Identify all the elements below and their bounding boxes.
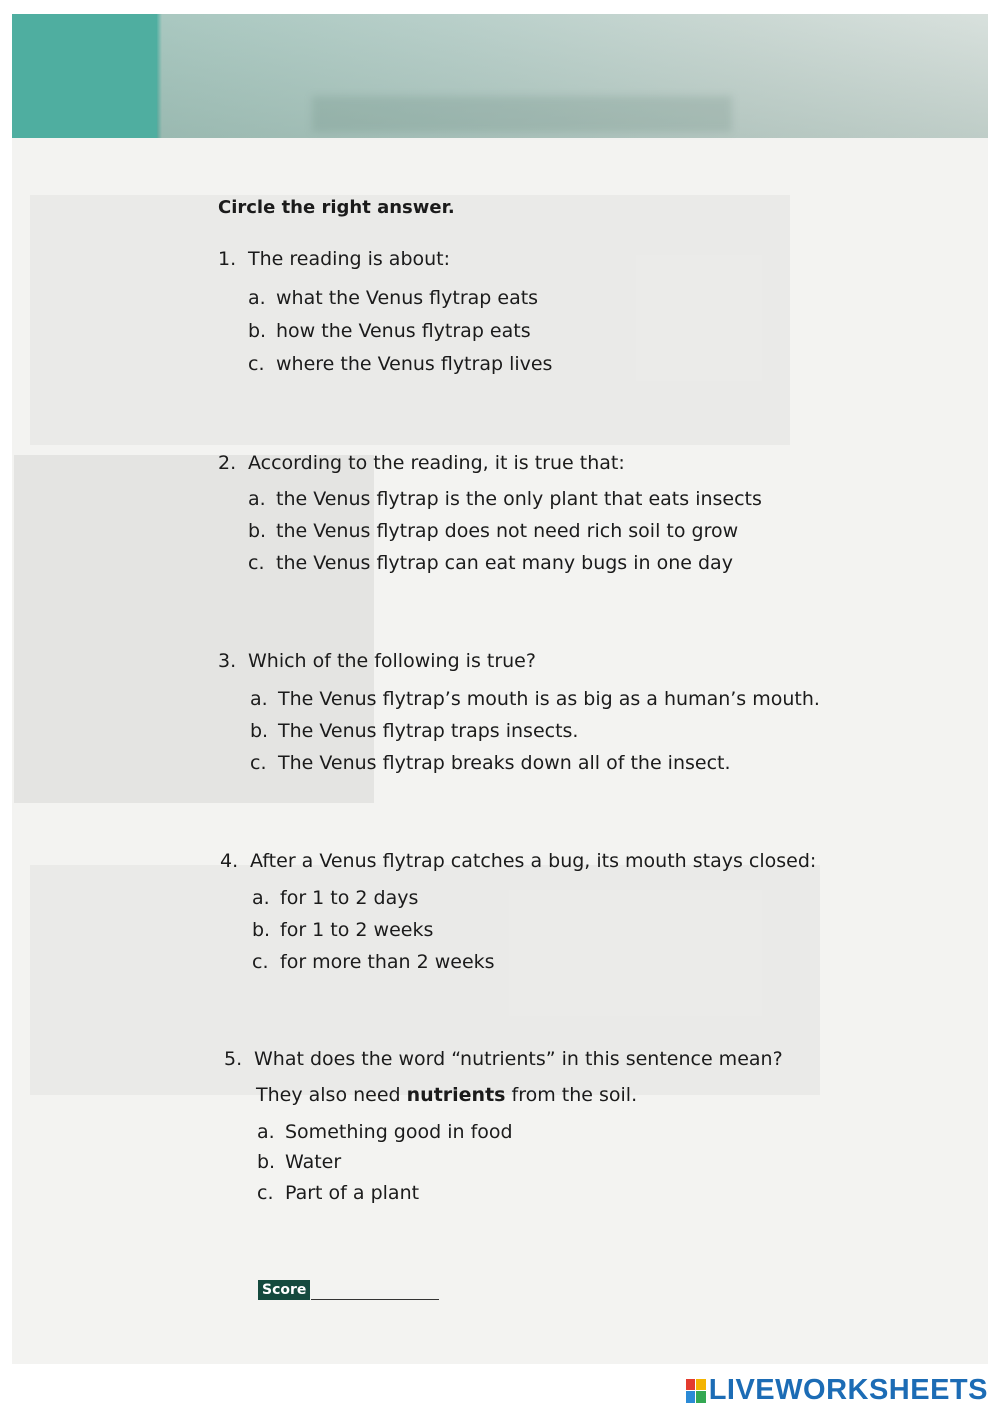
page-header-band	[12, 14, 988, 138]
option-3c[interactable]	[250, 751, 731, 775]
option-letter: c.	[250, 752, 267, 774]
option-letter: b.	[248, 520, 267, 542]
question-2	[218, 451, 625, 475]
option-4c[interactable]	[252, 950, 495, 974]
option-letter: a.	[248, 488, 266, 510]
question-text: The reading is about:	[248, 248, 451, 270]
option-text: The Venus flytrap’s mouth is as big as a human’s mouth.	[278, 688, 820, 710]
option-letter: b.	[257, 1151, 276, 1173]
option-text: Something good in food	[285, 1121, 513, 1143]
option-3b[interactable]	[250, 719, 578, 743]
option-1b[interactable]	[248, 319, 531, 343]
option-5a[interactable]	[257, 1120, 513, 1144]
question-number: 3.	[218, 650, 237, 672]
option-text: where the Venus flytrap lives	[276, 353, 553, 375]
option-letter: a.	[252, 887, 270, 909]
option-2b[interactable]	[248, 519, 738, 543]
question-number: 1.	[218, 248, 237, 270]
option-5c[interactable]	[257, 1181, 419, 1205]
option-letter: b.	[250, 720, 269, 742]
score-area	[258, 1280, 439, 1300]
question-text: What does the word “nutrients” in this sentence mean?	[254, 1048, 783, 1070]
option-letter: c.	[248, 552, 265, 574]
option-3a[interactable]	[250, 687, 820, 711]
option-text: Part of a plant	[285, 1182, 420, 1204]
option-text: The Venus flytrap breaks down all of the insect.	[278, 752, 731, 774]
option-letter: b.	[252, 919, 271, 941]
question-1	[218, 247, 450, 271]
question-text: According to the reading, it is true that:	[248, 452, 625, 474]
score-label: Score	[258, 1280, 310, 1300]
liveworksheets-brand	[686, 1374, 988, 1407]
question-5	[224, 1047, 783, 1071]
option-text: how the Venus flytrap eats	[276, 320, 531, 342]
option-text: Water	[285, 1151, 342, 1173]
option-text: what the Venus flytrap eats	[276, 287, 539, 309]
option-1a[interactable]	[248, 286, 538, 310]
option-2a[interactable]	[248, 487, 762, 511]
question-number: 2.	[218, 452, 237, 474]
brand-name: LIVEWORKSHEETS	[708, 1374, 988, 1406]
sentence-start: They also need	[256, 1084, 407, 1106]
question-text: Which of the following is true?	[248, 650, 536, 672]
question-4	[220, 849, 816, 873]
option-letter: a.	[250, 688, 268, 710]
option-text: the Venus flytrap is the only plant that eats insects	[276, 488, 762, 510]
option-text: for more than 2 weeks	[280, 951, 495, 973]
option-text: the Venus flytrap does not need rich soil to grow	[276, 520, 739, 542]
header-faded-title	[312, 96, 732, 132]
option-2c[interactable]	[248, 551, 733, 575]
option-text: for 1 to 2 weeks	[280, 919, 434, 941]
question-number: 5.	[224, 1048, 243, 1070]
liveworksheets-logo-icon	[686, 1379, 706, 1403]
option-letter: c.	[257, 1182, 274, 1204]
sentence-end: from the soil.	[505, 1084, 638, 1106]
score-input-line[interactable]	[311, 1280, 439, 1300]
option-letter: c.	[252, 951, 269, 973]
option-text: for 1 to 2 days	[280, 887, 419, 909]
question-text: After a Venus flytrap catches a bug, its mouth stays closed:	[250, 850, 817, 872]
option-letter: a.	[257, 1121, 275, 1143]
question-3	[218, 649, 536, 673]
question-number: 4.	[220, 850, 239, 872]
option-text: the Venus flytrap can eat many bugs in one day	[276, 552, 733, 574]
option-5b[interactable]	[257, 1150, 341, 1174]
option-letter: c.	[248, 353, 265, 375]
option-letter: b.	[248, 320, 267, 342]
option-letter: a.	[248, 287, 266, 309]
option-4a[interactable]	[252, 886, 418, 910]
option-4b[interactable]	[252, 918, 433, 942]
example-sentence	[256, 1084, 637, 1106]
instructions-heading: Circle the right answer.	[218, 197, 455, 218]
option-1c[interactable]	[248, 352, 552, 376]
option-text: The Venus flytrap traps insects.	[278, 720, 579, 742]
sentence-keyword: nutrients	[406, 1084, 506, 1106]
